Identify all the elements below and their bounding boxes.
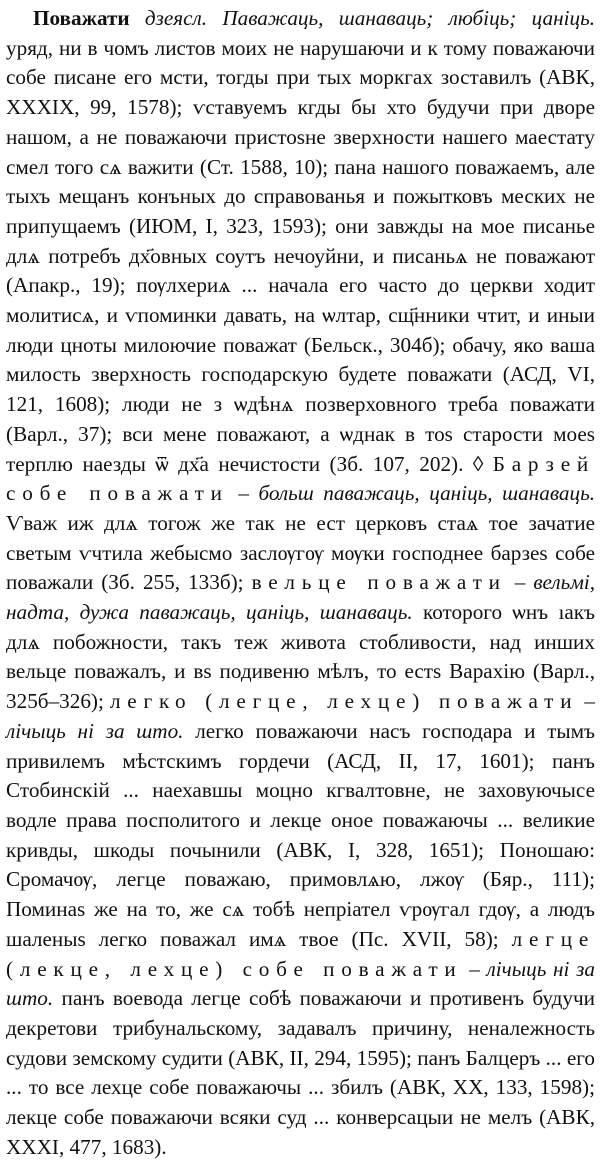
phrase-dash: –	[228, 481, 259, 506]
dictionary-entry	[6, 4, 595, 1162]
headword: Поважати	[33, 6, 130, 30]
phrase-legtse-sobe-povazhati: легце (лекце, лехце) собе поважати	[6, 926, 596, 981]
phrase-citations: которого ѡнъ ıакъ длѧ побожности, такъ теж живота стобливости, над инших вельце поважалъ, и вѕ подивеню мѣлъ, то естѕ Варахію (Варл., 325б–326);	[6, 600, 595, 714]
phrase-citations: Ѵваж иж длѧ тогож же так не ест церковъ стаѧ тое зачатие светым ѵчтила жебысмо заслѹгѹ мѹки господнее барзеѕ собе поважали (Зб. 255, 133б);	[6, 510, 595, 595]
phrase-veltse-povazhati: вельце поважати	[251, 570, 507, 595]
phrase-gloss: больш паважаць, цаніць, шанаваць.	[258, 481, 596, 506]
phrase-gloss: вельмі, надта, дужа паважаць, цаніць, шанаваць.	[6, 570, 596, 625]
headword-gloss: Паважаць, шанаваць; любіць; цаніць.	[222, 6, 596, 30]
phrase-barzey-sobe-povazhati: Барзей собе поважати	[6, 451, 596, 506]
phrase-dash: –	[506, 570, 534, 595]
phrase-gloss: лічыць ні за што.	[6, 956, 595, 1011]
part-of-speech-label: дзеясл.	[144, 6, 208, 30]
phrase-dash: –	[578, 689, 595, 714]
phrase-citations: легко поважаючи насъ господара и тымъ привилемъ мѣстскимъ гордечи (АСД, II, 17, 1601); панъ Стобинскій ... наехавшы моцно кгвалтовне, не заховуючысе водле права посполитого и лекце оное поважаючы ... великие кривды, шкоды почынили (АВК, I, 328, 1651); Поношаю: Сромачѹ, легце поважаю, примовлѧю, лжѹ (Бяр., 111); Поминаѕ же на то, же сѧ тобѣ непріател ѵрѹгал гдѹ, а людъ шаленыѕ легко поважал имѧ твое (Пс. XVII, 58);	[6, 718, 596, 951]
citations-main: уряд, ни в чомъ листов моих не нарушаючи и к тому поважаючи собе писане его мсти, тогды при тых моркгах зоставилъ (АВК, XXXIX, 99, 1578); ѵставуемъ кгды бы хто будучи при дворе нашом, а не поважаючи пристоѕне зверхности нашего маестату смел того сѧ важити (Ст. 1588, 10); пана нашого поважаемъ, але тыхъ мещанъ конъных до справованья и пожытковъ меских не припущаемъ (ИЮМ, I, 323, 1593); они завжды на мое писанье длѧ потребъ дх҃овных соутъ нечоуйни, и писаньѧ не поважают (Апакр., 19); пѹлхериѧ ... начала его часто до церкви ходит молитисѧ, и ѵпоминки давать, на ѡлтар, сщ҃нники чтит, и иныи люди цноты милоючие поважат (Бельск., 304б); обачу, яко ваша милость зверхность господарскую будете поважати (АСД, VI, 121, 1608); люди не з ѡдѣнѧ позверховного треба поважати (Варл., 37); вси мене поважают, а ѡднак в тоѕ старости моеѕ терплю наезды ѿ дх҃а нечистости (Зб. 107, 202). ◊	[6, 35, 595, 476]
phrase-dash: –	[462, 956, 487, 981]
phrase-gloss: лічыць ні за што.	[6, 718, 184, 743]
phrase-legko-povazhati: легко (легце, лехце) поважати	[109, 689, 579, 714]
phrase-citations: панъ воевода легце собѣ поважаючи и противенъ будучи декретови трибунальскому, задавалъ причину, неналежность судови земскому судити (АВК, II, 294, 1595); панъ Балцеръ ... его ... то все лехце собе поважаючы ... збилъ (АВК, XX, 133, 1598); лекце собе поважаючи всяки суд ... конверсацыи не мелъ (АВК, XXXI, 477, 1683).	[6, 986, 595, 1159]
